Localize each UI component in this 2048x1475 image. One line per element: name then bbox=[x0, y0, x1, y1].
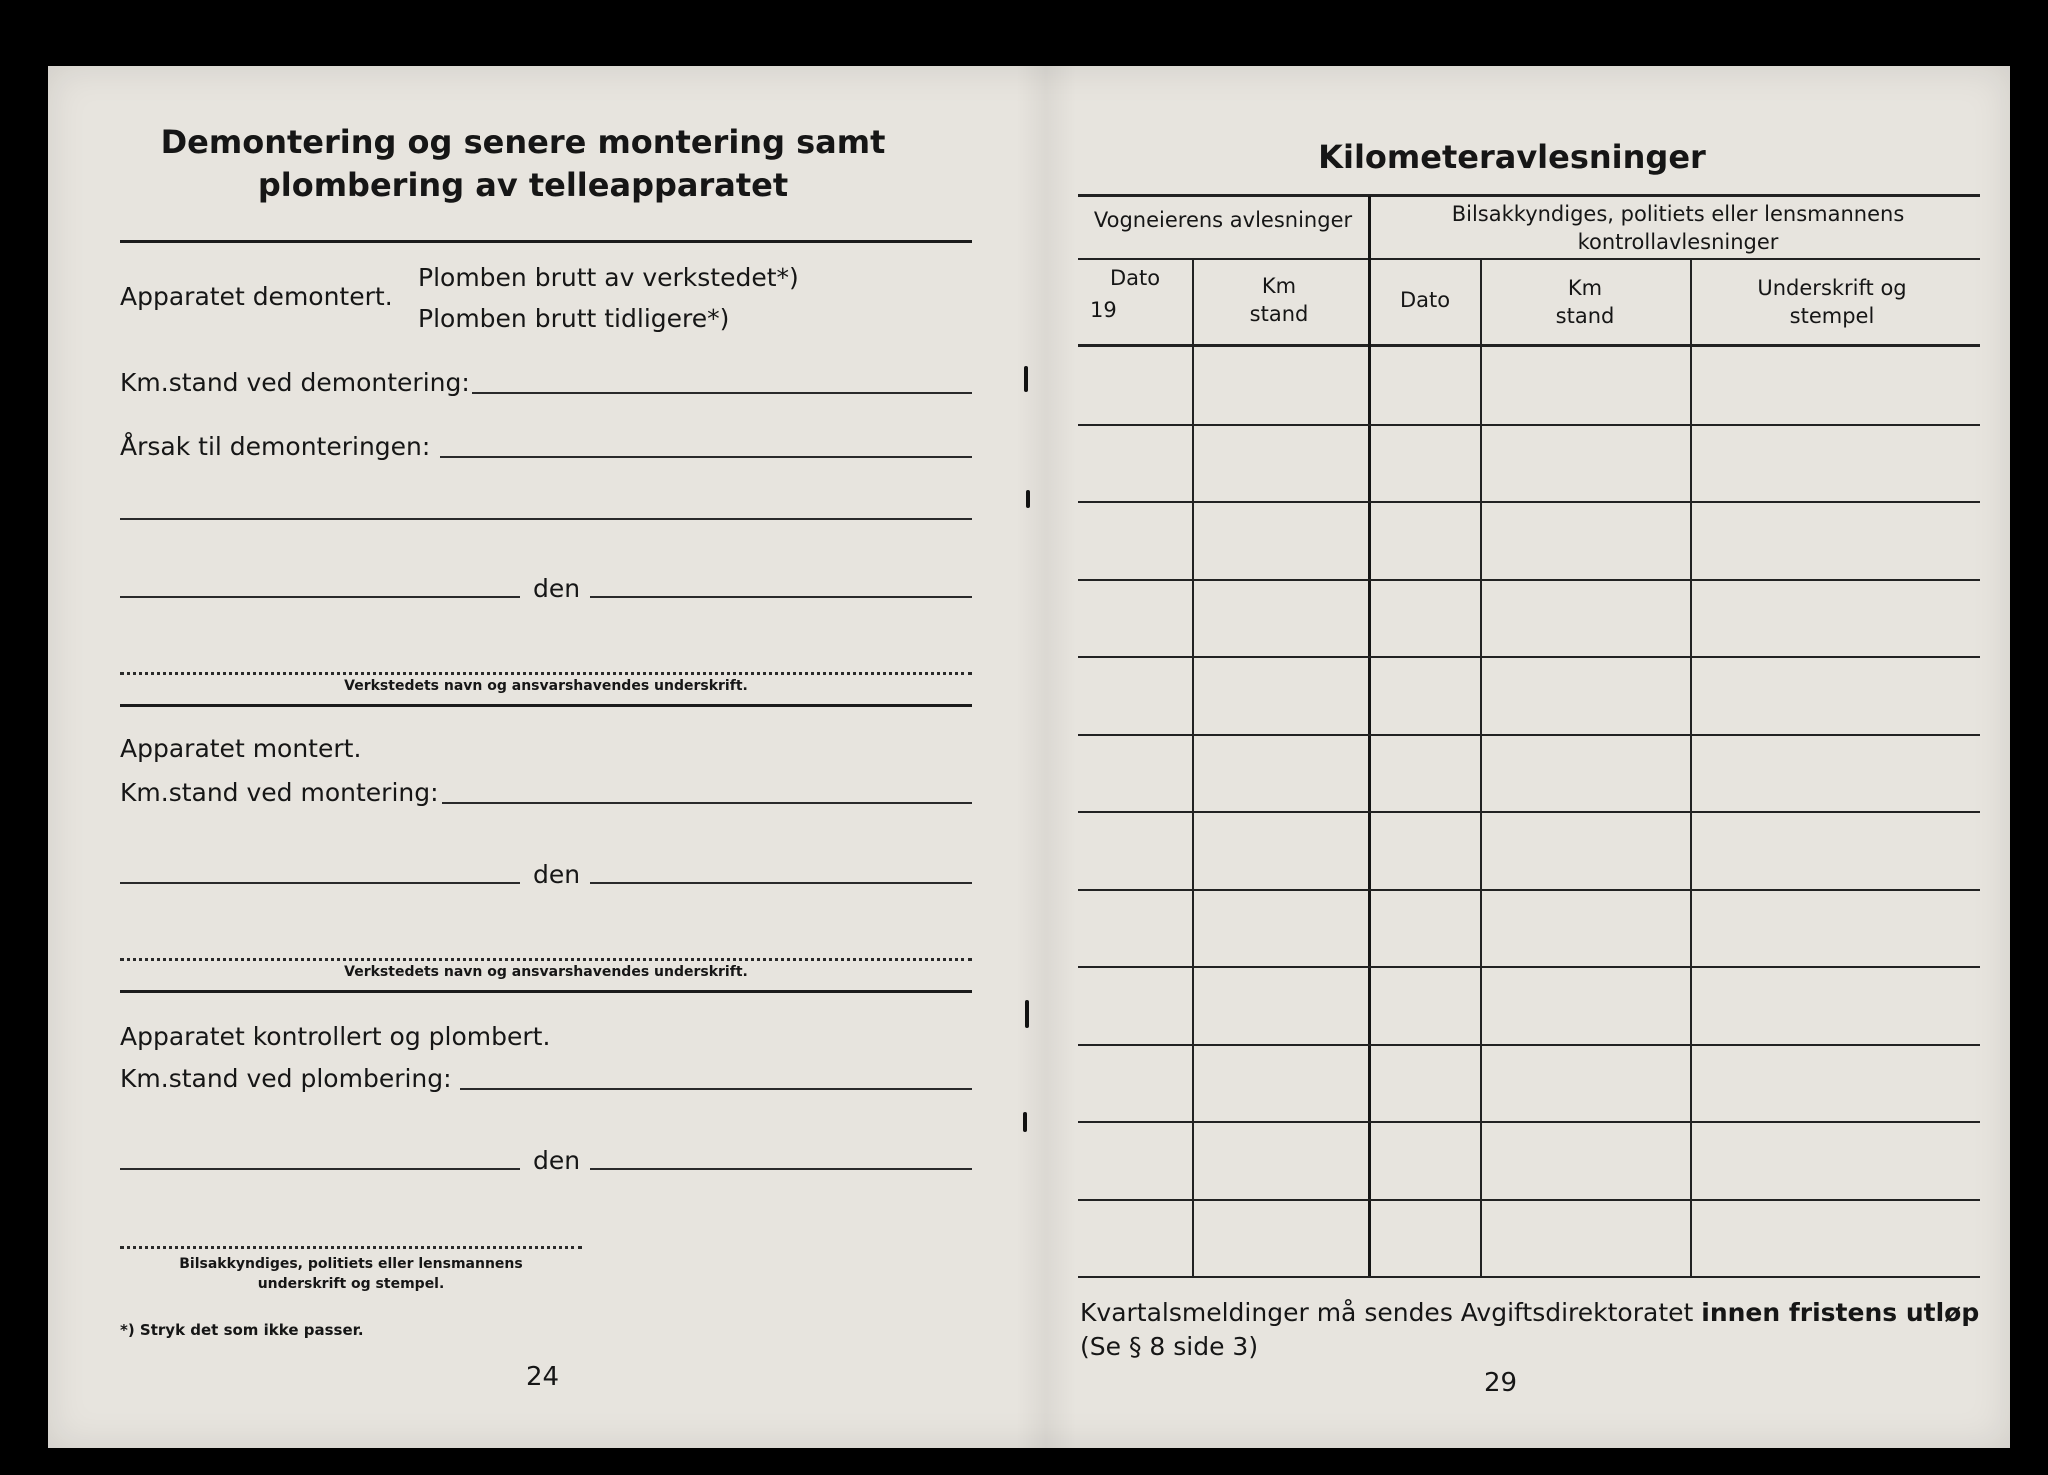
col-signature-label-1: Underskrift og bbox=[1757, 276, 1907, 300]
col-stand-label: stand bbox=[1249, 302, 1309, 327]
table-row[interactable] bbox=[1078, 734, 1980, 812]
col-stand-2-label: stand bbox=[1555, 304, 1615, 329]
table-row[interactable] bbox=[1078, 656, 1980, 734]
dismount-label: Apparatet demontert. bbox=[120, 282, 393, 311]
table-row[interactable] bbox=[1078, 424, 1980, 502]
sealed-signature-field[interactable] bbox=[120, 1246, 582, 1249]
seal-broken-earlier-option: Plomben brutt tidligere*) bbox=[418, 304, 730, 333]
page-number-left: 24 bbox=[526, 1362, 560, 1392]
mount-place-field[interactable] bbox=[120, 882, 520, 884]
control-header-line-1: Bilsakkyndiges, politiets eller lensmannens bbox=[1451, 202, 1905, 226]
dismount-place-field[interactable] bbox=[120, 596, 520, 598]
binding-staple-mark bbox=[1026, 490, 1030, 508]
mount-signature-field[interactable] bbox=[120, 958, 972, 961]
table-row[interactable] bbox=[1078, 1199, 1980, 1277]
mount-label: Apparatet montert. bbox=[120, 734, 362, 763]
table-row[interactable] bbox=[1078, 889, 1980, 967]
sealed-label: Apparatet kontrollert og plombert. bbox=[120, 1022, 551, 1051]
table-row[interactable] bbox=[1078, 1044, 1980, 1122]
control-header-line-2: kontrollavlesninger bbox=[1577, 230, 1779, 255]
dismount-den-label: den bbox=[533, 574, 581, 603]
col-dato-2-header: Dato bbox=[1399, 288, 1451, 312]
col-signature-label-2: stempel bbox=[1789, 304, 1875, 329]
table-row[interactable] bbox=[1078, 579, 1980, 657]
col-km-2-label: Km bbox=[1567, 276, 1603, 300]
page-number-right: 29 bbox=[1484, 1368, 1518, 1398]
col-signature-header bbox=[1692, 274, 1972, 331]
mount-den-label: den bbox=[533, 860, 581, 889]
table-top-rule bbox=[1078, 194, 1980, 197]
dismount-reason-field[interactable] bbox=[440, 456, 972, 458]
owner-readings-header: Vogneierens avlesninger bbox=[1093, 208, 1353, 232]
control-readings-header bbox=[1378, 200, 1978, 257]
sealed-place-field[interactable] bbox=[120, 1168, 520, 1170]
section-divider bbox=[120, 990, 972, 993]
quarterly-notice bbox=[1080, 1298, 1979, 1327]
binding-staple-mark bbox=[1023, 1112, 1027, 1132]
header-group-rule bbox=[1078, 258, 1980, 260]
binding-staple-mark bbox=[1024, 366, 1028, 392]
table-row[interactable] bbox=[1078, 501, 1980, 579]
table-row[interactable] bbox=[1078, 811, 1980, 889]
dismount-reason-field-line-2[interactable] bbox=[120, 518, 972, 520]
title-line-1: Demontering og senere montering samt bbox=[160, 123, 886, 161]
col-km-stand-2-header bbox=[1480, 274, 1690, 331]
sealed-caption-line-2: underskrift og stempel. bbox=[257, 1276, 445, 1293]
sealed-signature-caption bbox=[120, 1254, 582, 1295]
notice-text: Kvartalsmeldinger må sendes Avgiftsdirektoratet bbox=[1080, 1298, 1702, 1327]
left-page-title bbox=[128, 121, 918, 207]
table-row[interactable] bbox=[1078, 1121, 1980, 1199]
col-dato-header bbox=[1078, 264, 1192, 325]
page-fold bbox=[1016, 66, 1076, 1448]
dismount-signature-caption: Verkstedets navn og ansvarshavendes underskrift. bbox=[344, 678, 748, 694]
dismount-date-field[interactable] bbox=[590, 596, 972, 598]
mount-km-field[interactable] bbox=[442, 802, 972, 804]
col-km-stand-header bbox=[1192, 272, 1366, 329]
mount-km-label: Km.stand ved montering: bbox=[120, 778, 439, 807]
sealed-date-field[interactable] bbox=[590, 1168, 972, 1170]
binding-staple-mark bbox=[1025, 1000, 1029, 1028]
dismount-km-label: Km.stand ved demontering: bbox=[120, 368, 470, 397]
dismount-signature-field[interactable] bbox=[120, 672, 972, 675]
table-row[interactable] bbox=[1078, 346, 1980, 424]
table-row[interactable] bbox=[1078, 966, 1980, 1044]
dismount-km-field[interactable] bbox=[472, 392, 972, 394]
notice-reference: (Se § 8 side 3) bbox=[1080, 1332, 1259, 1361]
col-year-label: 19 bbox=[1090, 298, 1117, 323]
dismount-reason-label: Årsak til demonteringen: bbox=[120, 432, 431, 461]
title-line-2: plombering av telleapparatet bbox=[257, 166, 789, 205]
sealed-caption-line-1: Bilsakkyndiges, politiets eller lensmannens bbox=[179, 1256, 523, 1272]
notice-emphasis: innen fristens utløp bbox=[1701, 1298, 1980, 1327]
booklet-spread bbox=[48, 66, 2010, 1448]
sealed-den-label: den bbox=[533, 1146, 581, 1175]
right-page-title: Kilometeravlesninger bbox=[1318, 138, 1706, 176]
sealed-km-field[interactable] bbox=[460, 1088, 972, 1090]
col-dato-label: Dato bbox=[1109, 266, 1161, 290]
mount-signature-caption: Verkstedets navn og ansvarshavendes underskrift. bbox=[344, 964, 748, 980]
col-km-label: Km bbox=[1261, 274, 1297, 298]
footnote: *) Stryk det som ikke passer. bbox=[120, 1321, 364, 1339]
section-divider bbox=[120, 704, 972, 707]
mount-date-field[interactable] bbox=[590, 882, 972, 884]
seal-broken-by-workshop-option: Plomben brutt av verkstedet*) bbox=[418, 263, 799, 292]
sealed-km-label: Km.stand ved plombering: bbox=[120, 1064, 452, 1093]
title-underline bbox=[120, 240, 972, 243]
